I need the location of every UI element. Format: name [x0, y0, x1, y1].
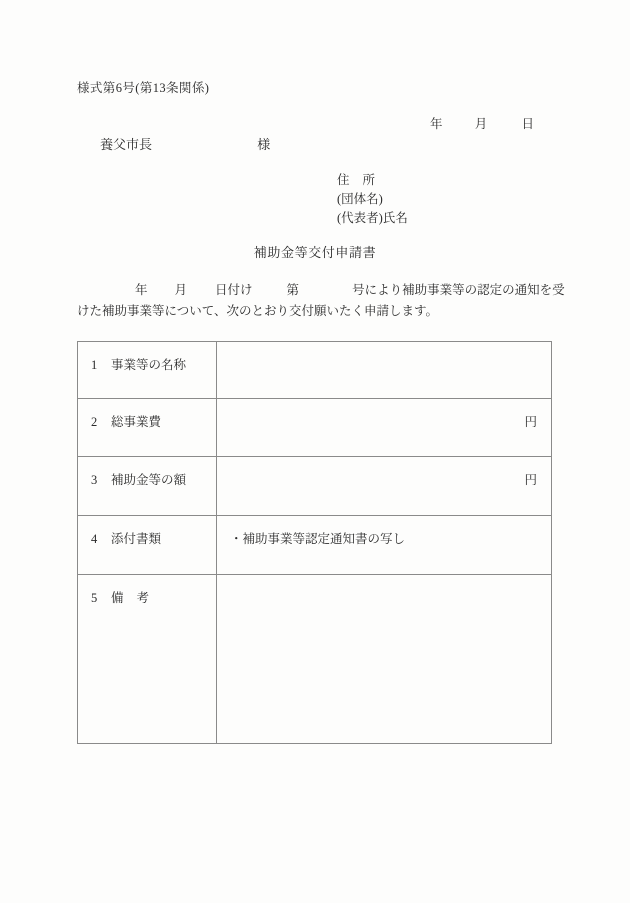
table-row-number: 3: [91, 473, 98, 487]
table-row: [78, 457, 552, 516]
body-paragraph: [77, 280, 565, 322]
body-day-marker: 日付け: [215, 283, 253, 297]
document-title: 補助金等交付申請書: [253, 245, 377, 260]
table-row-number: 1: [91, 358, 98, 372]
applicant-address-line: [337, 171, 408, 190]
table-row: [78, 516, 552, 575]
table-row: [78, 575, 552, 744]
date-line: [430, 114, 534, 132]
subsidy-amount-field[interactable]: [217, 457, 552, 516]
currency-unit-yen: 円: [524, 473, 537, 487]
table-row-label-cell: [78, 399, 217, 457]
table-row-label-part1: 備: [111, 591, 124, 605]
addressee-row: [100, 134, 270, 153]
table-row-label: 総事業費: [111, 415, 162, 429]
table-row-label-cell: [78, 342, 217, 399]
project-name-field[interactable]: [217, 342, 552, 399]
table-row-label-cell: [78, 575, 217, 744]
remarks-field[interactable]: [217, 575, 552, 744]
table-row-number: 2: [91, 415, 98, 429]
body-line-1: [77, 280, 565, 301]
applicant-address-label-tail: 所: [362, 173, 376, 187]
table-row-label: 補助金等の額: [111, 473, 187, 487]
total-cost-field[interactable]: [217, 399, 552, 457]
form-number: 様式第6号(第13条関係): [77, 81, 210, 95]
attachments-field[interactable]: [217, 516, 552, 575]
table-row-number: 4: [91, 532, 98, 546]
table-row-number: 5: [91, 591, 98, 605]
applicant-address-label: 住: [337, 173, 350, 187]
table-row-label-cell: [78, 516, 217, 575]
table-row-label: 事業等の名称: [111, 358, 187, 372]
currency-unit-yen: 円: [524, 415, 537, 429]
addressee-recipient: 養父市長: [100, 137, 153, 152]
addressee-honorific: 様: [257, 137, 271, 152]
date-year-marker: 年: [430, 117, 443, 131]
body-year-marker: 年: [135, 283, 148, 297]
applicant-block: [337, 171, 408, 228]
table-row-label-cell: [78, 457, 217, 516]
body-month-marker: 月: [174, 283, 188, 297]
table-row: [78, 399, 552, 457]
applicant-representative-label: (代表者)氏名: [337, 211, 408, 225]
table-row-label-part2: 考: [136, 591, 150, 605]
application-table: [77, 341, 552, 744]
table-row-label: 添付書類: [111, 532, 162, 546]
body-number-prefix: 第: [286, 283, 300, 297]
attachment-item: ・補助事業等認定通知書の写し: [230, 532, 406, 546]
applicant-organization-label: (団体名): [337, 192, 383, 206]
date-day-marker: 日: [521, 117, 535, 131]
table-row: [78, 342, 552, 399]
body-line-2: けた補助事業等について、次のとおり交付願いたく申請します。: [77, 304, 439, 318]
body-line-1-tail: 号により補助事業等の認定の通知を受: [352, 283, 565, 297]
date-month-marker: 月: [474, 117, 488, 131]
